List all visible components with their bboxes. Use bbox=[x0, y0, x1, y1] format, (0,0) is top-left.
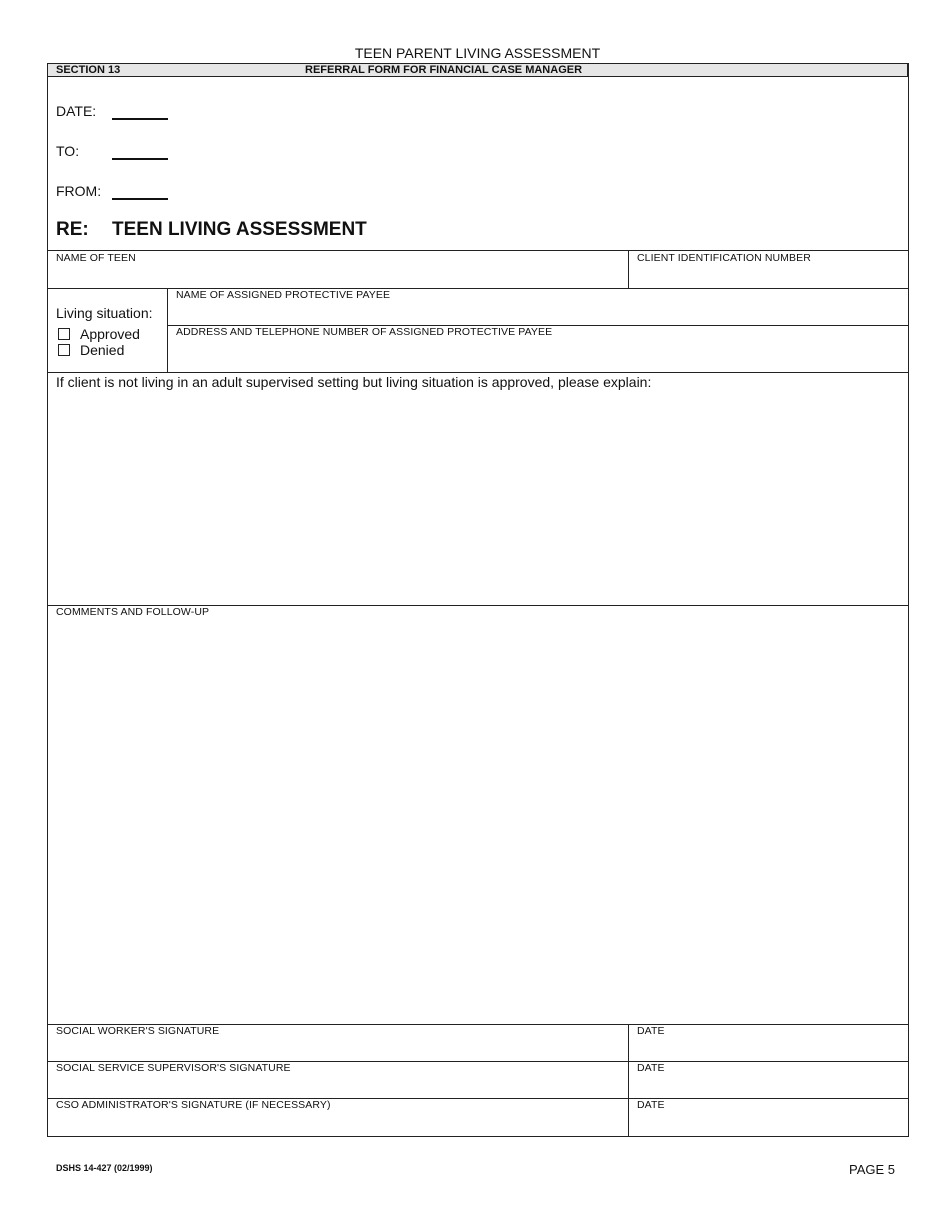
date-label: DATE bbox=[637, 1099, 665, 1111]
from-field[interactable] bbox=[112, 198, 168, 200]
payee-name-label: NAME OF ASSIGNED PROTECTIVE PAYEE bbox=[176, 289, 391, 301]
social-worker-signature-label: SOCIAL WORKER'S SIGNATURE bbox=[56, 1025, 220, 1037]
divider bbox=[47, 250, 909, 251]
form-number: DSHS 14-427 (02/1999) bbox=[56, 1163, 153, 1173]
date-label: DATE bbox=[637, 1025, 665, 1037]
divider bbox=[628, 250, 629, 288]
comments-textarea[interactable] bbox=[56, 622, 904, 1018]
payee-name-field[interactable] bbox=[176, 303, 904, 323]
denied-checkbox[interactable] bbox=[58, 344, 70, 356]
client-id-field[interactable] bbox=[637, 266, 905, 286]
section-number: SECTION 13 bbox=[56, 64, 121, 76]
living-situation-label: Living situation: bbox=[56, 305, 153, 321]
supervisor-signature-label: SOCIAL SERVICE SUPERVISOR'S SIGNATURE bbox=[56, 1062, 291, 1074]
cso-administrator-date-field[interactable] bbox=[637, 1113, 905, 1133]
to-label: TO: bbox=[56, 143, 80, 159]
cso-administrator-signature-field[interactable] bbox=[56, 1113, 626, 1133]
to-field[interactable] bbox=[112, 158, 168, 160]
client-id-label: CLIENT IDENTIFICATION NUMBER bbox=[637, 252, 811, 264]
social-worker-signature-field[interactable] bbox=[56, 1039, 626, 1059]
payee-address-field[interactable] bbox=[176, 340, 904, 370]
date-label: DATE: bbox=[56, 103, 97, 119]
re-label: RE: bbox=[56, 219, 89, 240]
from-label: FROM: bbox=[56, 183, 102, 199]
explain-textarea[interactable] bbox=[56, 394, 904, 600]
supervisor-signature-field[interactable] bbox=[56, 1076, 626, 1096]
approved-label: Approved bbox=[80, 326, 140, 342]
approved-checkbox[interactable] bbox=[58, 328, 70, 340]
date-field[interactable] bbox=[112, 118, 168, 120]
social-worker-date-field[interactable] bbox=[637, 1039, 905, 1059]
divider bbox=[628, 1024, 629, 1137]
name-of-teen-label: NAME OF TEEN bbox=[56, 252, 136, 264]
name-of-teen-field[interactable] bbox=[56, 266, 626, 286]
denied-label: Denied bbox=[80, 342, 125, 358]
divider bbox=[167, 288, 168, 372]
divider bbox=[47, 372, 909, 373]
page-number: PAGE 5 bbox=[849, 1162, 896, 1177]
section-title: REFERRAL FORM FOR FINANCIAL CASE MANAGER bbox=[305, 64, 583, 76]
comments-label: COMMENTS AND FOLLOW-UP bbox=[56, 606, 210, 618]
explain-prompt: If client is not living in an adult supervised setting but living situation is approved, please explain: bbox=[56, 374, 652, 390]
date-label: DATE bbox=[637, 1062, 665, 1074]
payee-address-label: ADDRESS AND TELEPHONE NUMBER OF ASSIGNED PROTECTIVE PAYEE bbox=[176, 326, 553, 338]
cso-administrator-signature-label: CSO ADMINISTRATOR'S SIGNATURE (IF NECESSARY) bbox=[56, 1099, 331, 1111]
page-title: TEEN PARENT LIVING ASSESSMENT bbox=[354, 45, 601, 61]
re-title: TEEN LIVING ASSESSMENT bbox=[112, 219, 367, 240]
supervisor-date-field[interactable] bbox=[637, 1076, 905, 1096]
